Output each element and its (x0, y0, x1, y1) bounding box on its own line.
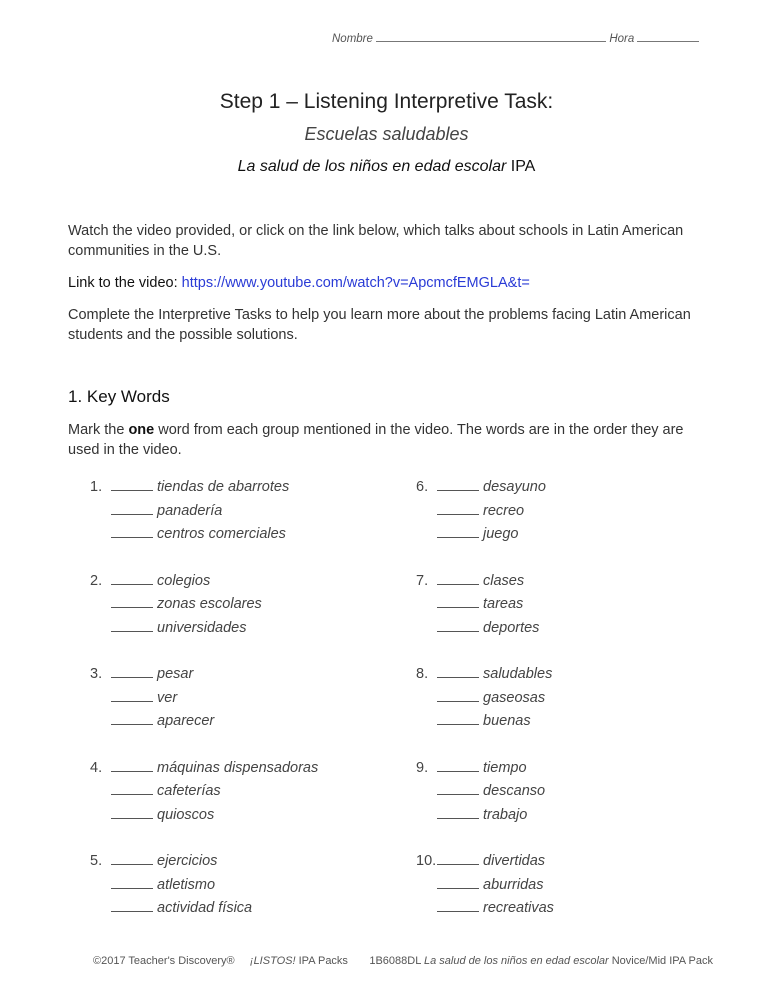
group-number: 4. (90, 759, 103, 776)
answer-blank[interactable] (437, 805, 479, 819)
group-number: 10. (416, 853, 437, 869)
answer-blank[interactable] (437, 781, 479, 795)
answer-blank[interactable] (111, 618, 153, 632)
word-label: aburridas (483, 876, 544, 893)
answer-blank[interactable] (437, 524, 479, 538)
word-label: atletismo (157, 876, 216, 893)
footer-series: ¡LISTOS! (249, 955, 296, 967)
word-option (416, 594, 539, 618)
word-group (90, 571, 262, 642)
word-label: colegios (157, 572, 211, 589)
word-option (416, 571, 539, 595)
word-option (90, 501, 289, 525)
group-number: 8. (416, 666, 429, 682)
word-option (416, 805, 545, 829)
word-option (416, 851, 554, 875)
word-group (416, 571, 539, 642)
word-option (90, 781, 318, 805)
answer-blank[interactable] (437, 898, 479, 912)
answer-blank[interactable] (111, 805, 153, 819)
answer-blank[interactable] (437, 758, 479, 772)
video-link-line (68, 273, 708, 293)
name-line (376, 31, 606, 42)
answer-blank[interactable] (437, 851, 479, 865)
word-label: universidades (157, 619, 247, 636)
name-hour-header (332, 31, 699, 45)
word-option (90, 851, 252, 875)
word-option (90, 898, 252, 922)
answer-blank[interactable] (111, 781, 153, 795)
word-label: saludables (483, 666, 553, 682)
word-option (90, 618, 262, 642)
group-number: 9. (416, 759, 429, 776)
answer-blank[interactable] (111, 571, 153, 585)
word-group (90, 664, 214, 735)
group-number: 6. (416, 479, 429, 495)
answer-blank[interactable] (111, 758, 153, 772)
word-group (416, 477, 546, 548)
hour-label: Hora (609, 33, 635, 45)
footer-code: 1B6088DL (369, 955, 424, 967)
word-label: buenas (483, 713, 531, 729)
word-option (416, 875, 554, 899)
group-number: 7. (416, 572, 429, 589)
answer-blank[interactable] (111, 501, 153, 515)
word-option (90, 477, 289, 501)
word-group (416, 851, 554, 922)
answer-blank[interactable] (437, 875, 479, 889)
word-label: trabajo (483, 806, 528, 823)
word-label: tiempo (483, 759, 527, 776)
word-label: tiendas de abarrotes (157, 479, 290, 495)
word-option (90, 524, 289, 548)
word-option (416, 524, 546, 548)
word-option (416, 477, 546, 501)
word-option (416, 898, 554, 922)
word-label: centros comerciales (157, 526, 286, 542)
answer-blank[interactable] (437, 664, 479, 678)
word-group (416, 758, 545, 829)
answer-blank[interactable] (111, 875, 153, 889)
word-option (90, 711, 214, 735)
group-number: 1. (90, 479, 103, 495)
footer: ©2017 Teacher's Discovery® ¡LISTOS! IPA Packs 1B6088DL La salud de los niños en edad escolar Novice/Mid IPA Pack (93, 955, 714, 967)
answer-blank[interactable] (437, 618, 479, 632)
answer-blank[interactable] (111, 594, 153, 608)
answer-blank[interactable] (437, 477, 479, 491)
word-label: quioscos (157, 806, 215, 823)
word-option (416, 781, 545, 805)
word-label: cafeterías (157, 783, 221, 799)
word-label: desayuno (483, 479, 546, 495)
answer-blank[interactable] (437, 711, 479, 725)
word-option (90, 594, 262, 618)
word-option (416, 618, 539, 642)
word-label: recreativas (483, 900, 554, 916)
answer-blank[interactable] (437, 571, 479, 585)
section-heading: 1. Key Words (68, 387, 170, 406)
group-number: 5. (90, 853, 103, 869)
word-option (416, 688, 552, 712)
answer-blank[interactable] (437, 501, 479, 515)
instructions: Mark the one word from each group mentioned in the video. The words are in the order they are used in the video. (68, 422, 684, 458)
footer-pack: La salud de los niños en edad escolar (423, 955, 609, 967)
page-title: Step 1 – Listening Interpretive Task: (219, 90, 554, 113)
word-option (416, 664, 552, 688)
word-label: actividad física (157, 900, 253, 916)
word-option (90, 805, 318, 829)
group-number: 3. (90, 666, 103, 682)
word-label: juego (483, 526, 519, 542)
word-label: gaseosas (483, 689, 546, 706)
hour-line (637, 31, 699, 42)
word-group (416, 664, 552, 735)
video-link[interactable]: https://www.youtube.com/watch?v=ApcmcfEMGLA&t= (181, 275, 530, 291)
word-option (90, 688, 214, 712)
word-label: ejercicios (157, 853, 218, 869)
word-option (416, 501, 546, 525)
word-label: deportes (483, 619, 540, 636)
word-option (90, 664, 214, 688)
word-label: tareas (483, 596, 524, 612)
word-group (90, 477, 289, 548)
page-subtitle: Escuelas saludables (304, 124, 469, 144)
answer-blank[interactable] (111, 664, 153, 678)
word-label: ver (157, 689, 178, 706)
word-label: descanso (483, 783, 546, 799)
word-group (90, 758, 318, 829)
footer-copyright: ©2017 Teacher's Discovery® (93, 955, 235, 967)
word-label: aparecer (157, 713, 215, 729)
word-option (416, 711, 552, 735)
answer-blank[interactable] (437, 688, 479, 702)
answer-blank[interactable] (111, 711, 153, 725)
name-label: Nombre (332, 33, 373, 45)
word-option (90, 758, 318, 782)
answer-blank[interactable] (111, 898, 153, 912)
word-option (416, 758, 545, 782)
word-label: clases (483, 572, 525, 589)
word-option (90, 571, 262, 595)
word-label: panadería (157, 502, 223, 519)
answer-blank[interactable] (111, 851, 153, 865)
answer-blank[interactable] (437, 594, 479, 608)
word-label: máquinas dispensadoras (157, 759, 319, 776)
answer-blank[interactable] (111, 688, 153, 702)
ipa-title-rest: IPA (506, 158, 536, 175)
word-label: zonas escolares (157, 596, 262, 612)
word-label: pesar (157, 666, 194, 682)
answer-blank[interactable] (111, 524, 153, 538)
link-label: Link to the video: (68, 275, 178, 291)
intro-text: Watch the video provided, or click on the link below, which talks about schools in Latin American communities in the U.S. (68, 223, 684, 259)
word-option (90, 875, 252, 899)
word-label: divertidas (483, 853, 546, 869)
ipa-title-italic: La salud de los niños en edad escolar (237, 158, 507, 175)
word-group (90, 851, 252, 922)
ipa-title (0, 158, 773, 176)
group-number: 2. (90, 572, 103, 589)
complete-text: Complete the Interpretive Tasks to help you learn more about the problems facing Latin American students and the possible solutions. (68, 307, 691, 343)
word-label: recreo (483, 502, 525, 519)
answer-blank[interactable] (111, 477, 153, 491)
